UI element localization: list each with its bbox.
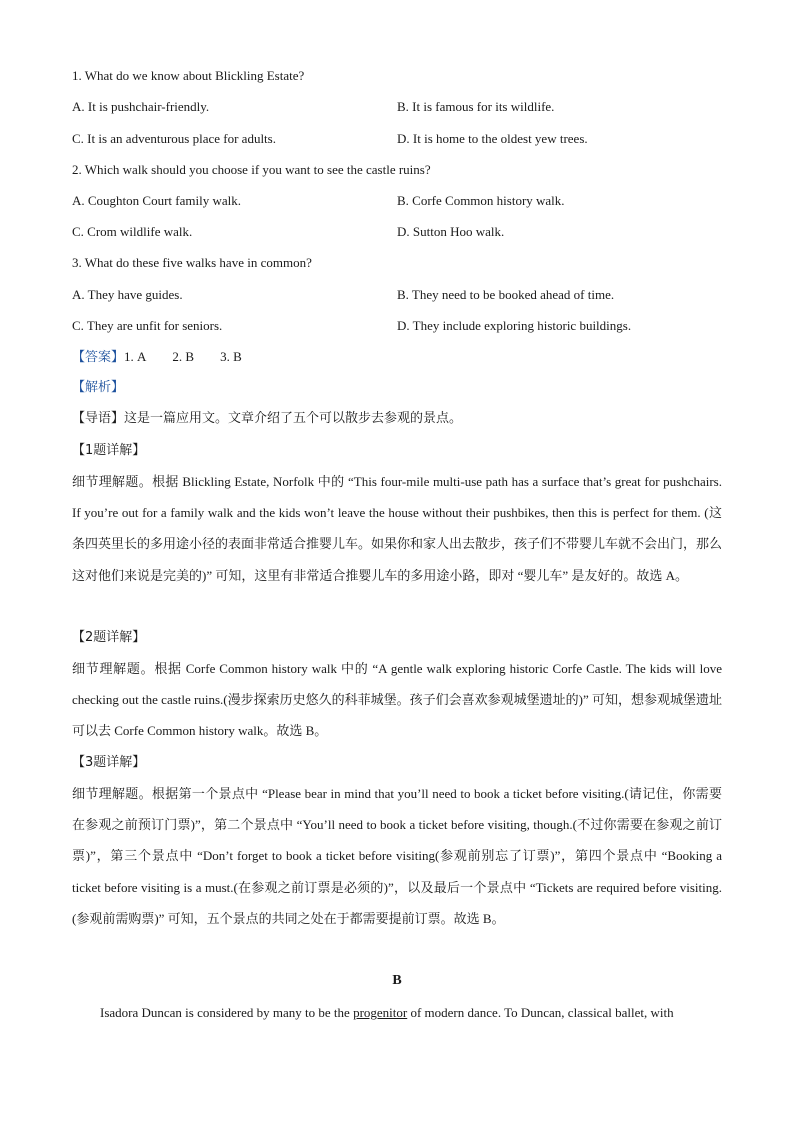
detail-2-label: 【2题详解】	[72, 630, 146, 645]
detail-1-label: 【1题详解】	[72, 443, 146, 458]
question-1-option-c: C. It is an adventurous place for adults.	[72, 131, 276, 146]
section-b-underlined-word: progenitor	[353, 1005, 408, 1020]
section-b-text-after: of modern dance. To Duncan, classical ballet, with	[407, 1005, 674, 1020]
answer-item-2: 2. B	[172, 349, 195, 364]
question-3-option-d: D. They include exploring historic buildings.	[397, 318, 632, 333]
answer-item-1: 1. A	[124, 349, 147, 364]
answer-item-3: 3. B	[220, 349, 242, 364]
question-2-option-c: C. Crom wildlife walk.	[72, 224, 193, 239]
section-b-text-before: Isadora Duncan is considered by many to be the	[100, 1005, 354, 1020]
question-2-option-b: B. Corfe Common history walk.	[397, 193, 565, 208]
question-3-stem: 3. What do these five walks have in common?	[72, 255, 312, 270]
question-3-option-a: A. They have guides.	[72, 287, 183, 302]
detail-1-text: 细节理解题。根据 Blickling Estate, Norfolk 中的 “This four-mile multi-use path has a surface that’s great for pushchairs. If you’re out for a family walk and the kids won’t leave the house without their pushbikes, then this is perfect for them. (这条四英里长的多用途小径的表面非常适合推婴儿车。如果你和家人出去散步，孩子们不带婴儿车就不会出门，那么这对他们来说是完美的)” 可知，这里有非常适合推婴儿车的多用途小路，即对 “婴儿车” 是友好的。故选 A。	[72, 474, 723, 583]
question-1-stem: 1. What do we know about Blickling Estate?	[72, 68, 305, 83]
question-2-option-d: D. Sutton Hoo walk.	[397, 224, 505, 239]
question-1-option-b: B. It is famous for its wildlife.	[397, 99, 555, 114]
detail-2-text: 细节理解题。根据 Corfe Common history walk 中的 “A gentle walk exploring historic Corfe Castle. The kids will love checking out the castle ruins.(漫步探索历史悠久的科菲城堡。孩子们会喜欢参观城堡遗址的)” 可知，想参观城堡遗址可以去 Corfe Common history walk。故选 B。	[72, 661, 722, 739]
section-b-first-line	[100, 1004, 674, 1022]
answer-line	[72, 348, 242, 367]
question-3-option-c: C. They are unfit for seniors.	[72, 318, 223, 333]
question-1-option-d: D. It is home to the oldest yew trees.	[397, 131, 588, 146]
guide-line	[72, 410, 462, 428]
answer-label: 【答案】	[72, 350, 125, 365]
question-2-stem: 2. Which walk should you choose if you want to see the castle ruins?	[72, 162, 431, 177]
question-1-option-a: A. It is pushchair-friendly.	[72, 99, 210, 114]
detail-3-text: 细节理解题。根据第一个景点中 “Please bear in mind that you’ll need to book a ticket before visiting.(请记住，你需要在参观之前预订门票)”，第二个景点中 “You’ll need to book a ticket before visiting, though.(不过你需要在参观之前订票)”，第三个景点中 “Don’t forget to book a ticket before visiting(参观前别忘了订票)”，第四个景点中 “Booking a ticket before visiting is a must.(在参观之前订票是必须的)”，以及最后一个景点中 “Tickets are required before visiting.(参观前需购票)” 可知，五个景点的共同之处在于都需要提前订票。故选 B。	[72, 786, 722, 926]
question-3-option-b: B. They need to be booked ahead of time.	[397, 287, 615, 302]
guide-text: 这是一篇应用文。文章介绍了五个可以散步去参观的景点。	[124, 411, 463, 426]
question-2-option-a: A. Coughton Court family walk.	[72, 193, 241, 208]
section-b-heading: B	[392, 973, 402, 988]
guide-label: 【导语】	[72, 411, 125, 426]
analysis-label: 【解析】	[72, 380, 125, 395]
detail-3-label: 【3题详解】	[72, 755, 146, 770]
